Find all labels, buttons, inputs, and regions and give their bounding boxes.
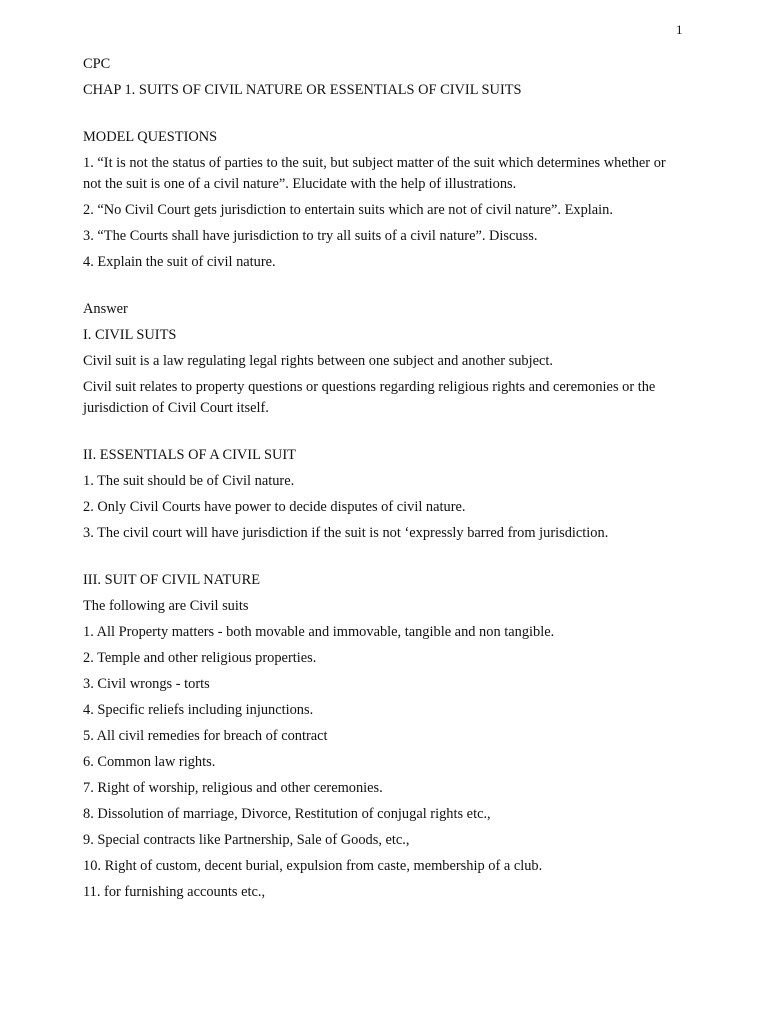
civil-suit-scope: Civil suit relates to property questions or questions regarding religious rights and ceremonies or the jurisdiction of Civil Court itself.: [83, 379, 656, 416]
civil-suit-item: 7. Right of worship, religious and other ceremonies.: [83, 780, 383, 796]
civil-suit-definition: Civil suit is a law regulating legal rights between one subject and another subject.: [83, 353, 553, 369]
model-question-2: 2. “No Civil Court gets jurisdiction to entertain suits which are not of civil nature”. Explain.: [83, 202, 613, 218]
answer-label: Answer: [83, 301, 128, 317]
section-heading-essentials: II. ESSENTIALS OF A CIVIL SUIT: [83, 447, 296, 463]
civil-suit-item: 11. for furnishing accounts etc.,: [83, 884, 266, 900]
civil-suit-item: 4. Specific reliefs including injunctions.: [83, 702, 314, 718]
document-body: [83, 54, 683, 903]
civil-suit-item: 9. Special contracts like Partnership, Sale of Goods, etc.,: [83, 832, 410, 848]
model-question-1: 1. “It is not the status of parties to the suit, but subject matter of the suit which determines whether or not the suit is one of a civil nature”. Elucidate with the help of illustrations.: [83, 155, 666, 192]
page-number: 1: [676, 22, 683, 37]
civil-suit-item: 10. Right of custom, decent burial, expulsion from caste, membership of a club.: [83, 858, 543, 874]
civil-suit-item: 5. All civil remedies for breach of contract: [83, 728, 328, 744]
civil-suit-item: 6. Common law rights.: [83, 754, 216, 770]
subject-label: CPC: [83, 56, 111, 72]
essential-item-1: 1. The suit should be of Civil nature.: [83, 473, 295, 489]
essential-item-3: 3. The civil court will have jurisdiction if the suit is not ‘expressly barred from jurisdiction.: [83, 525, 609, 541]
civil-suit-item: 2. Temple and other religious properties.: [83, 650, 317, 666]
civil-suit-item: 3. Civil wrongs - torts: [83, 676, 210, 692]
section-heading-suit-civil-nature: III. SUIT OF CIVIL NATURE: [83, 572, 261, 588]
civil-suit-item: 1. All Property matters - both movable and immovable, tangible and non tangible.: [83, 624, 555, 640]
essential-item-2: 2. Only Civil Courts have power to decide disputes of civil nature.: [83, 499, 466, 515]
civil-suit-item: 8. Dissolution of marriage, Divorce, Restitution of conjugal rights etc.,: [83, 806, 491, 822]
civil-suits-intro: The following are Civil suits: [83, 598, 249, 614]
chapter-title: CHAP 1. SUITS OF CIVIL NATURE OR ESSENTIALS OF CIVIL SUITS: [83, 82, 522, 98]
model-question-3: 3. “The Courts shall have jurisdiction to try all suits of a civil nature”. Discuss.: [83, 228, 538, 244]
section-heading-civil-suits: I. CIVIL SUITS: [83, 327, 177, 343]
model-questions-heading: MODEL QUESTIONS: [83, 129, 218, 145]
model-question-4: 4. Explain the suit of civil nature.: [83, 254, 276, 270]
